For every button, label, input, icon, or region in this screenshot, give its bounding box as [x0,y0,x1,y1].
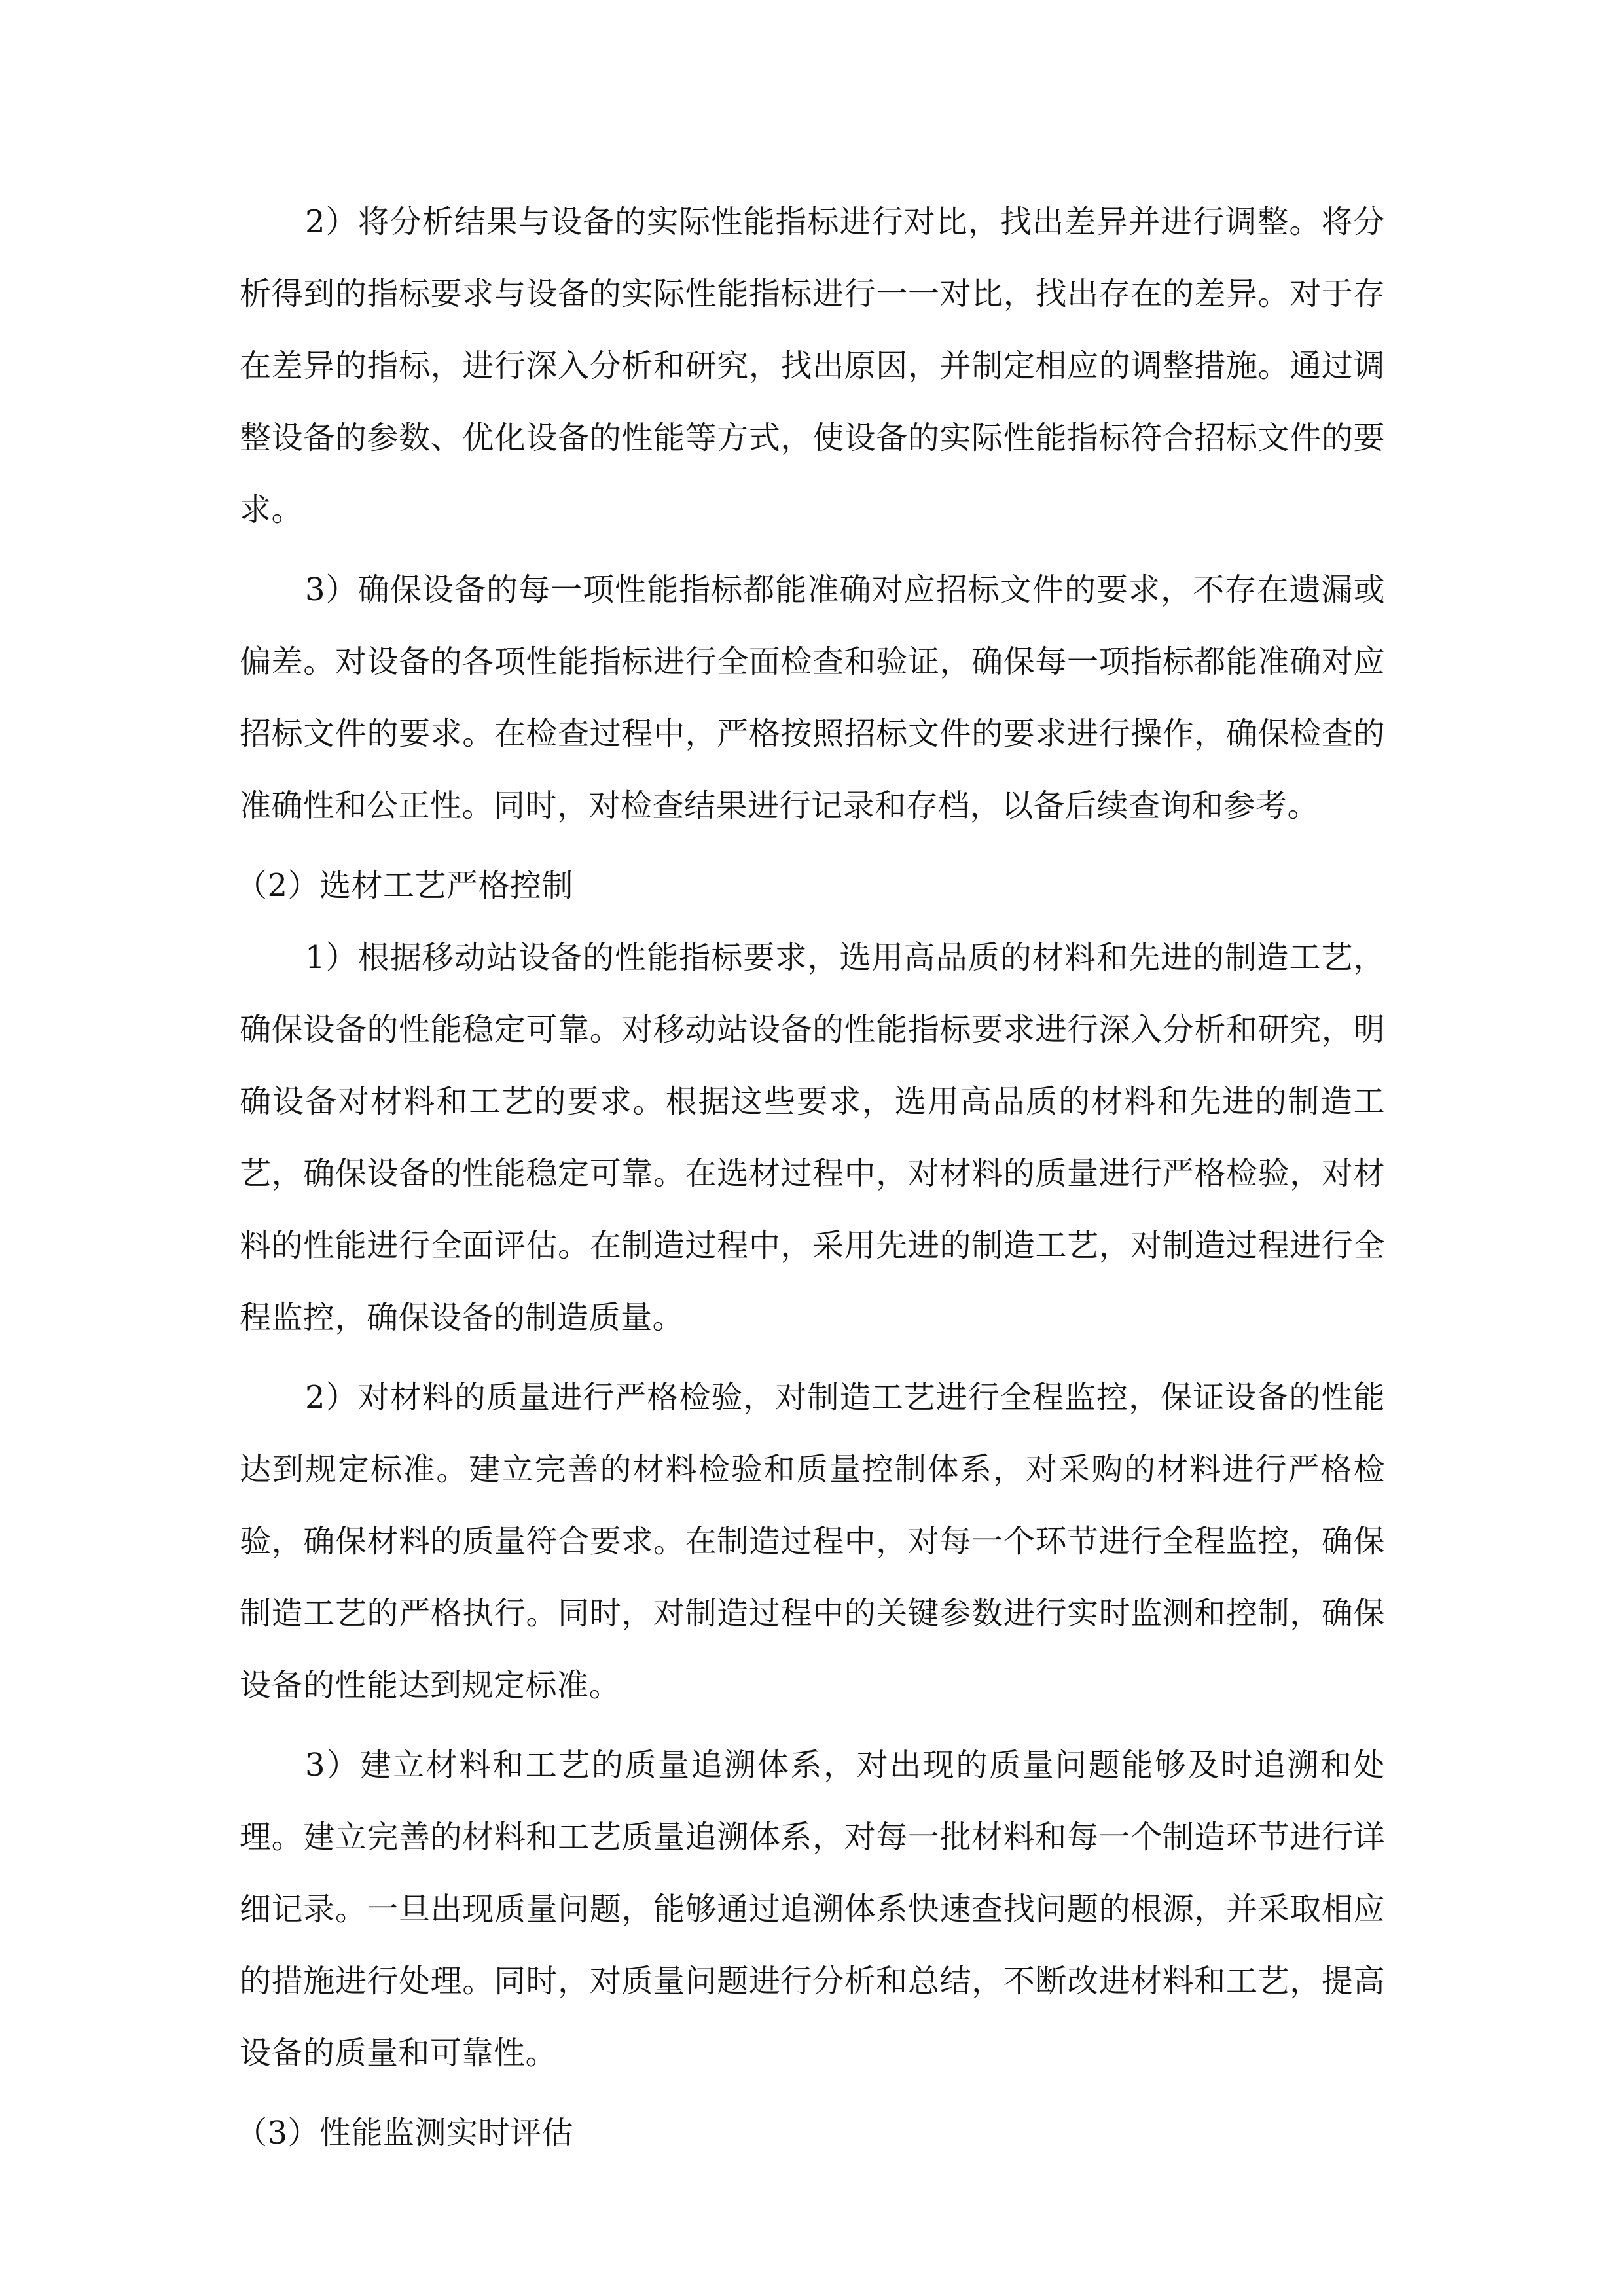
section-heading-performance-monitoring: （3）性能监测实时评估 [236,2115,574,2151]
paragraph-item-2-quality-inspection: 2）对材料的质量进行严格检验，对制造工艺进行全程监控，保证设备的性能达到规定标准。建立完善的材料检验和质量控制体系，对采购的材料进行严格检验，确保材料的质量符合要求。在制造过程中，对每一个环节进行全程监控，确保制造工艺的严格执行。同时，对制造过程中的关键参数进行实时监测和控制，确保设备的性能达到规定标准。 [240,1379,1385,1704]
section-heading-material-process: （2）选材工艺严格控制 [236,867,574,904]
paragraph-item-3-traceability-system: 3）建立材料和工艺的质量追溯体系，对出现的质量问题能够及时追溯和处理。建立完善的材料和工艺质量追溯体系，对每一批材料和每一个制造环节进行详细记录。一旦出现质量问题，能够通过追溯体系快速查找问题的根源，并采取相应的措施进行处理。同时，对质量问题进行分析和总结，不断改进材料和工艺，提高设备的质量和可靠性。 [240,1747,1385,2072]
paragraph-item-1-material-selection: 1）根据移动站设备的性能指标要求，选用高品质的材料和先进的制造工艺，确保设备的性能稳定可靠。对移动站设备的性能指标要求进行深入分析和研究，明确设备对材料和工艺的要求。根据这些要求，选用高品质的材料和先进的制造工艺，确保设备的性能稳定可靠。在选材过程中，对材料的质量进行严格检验，对材料的性能进行全面评估。在制造过程中，采用先进的制造工艺，对制造过程进行全程监控，确保设备的制造质量。 [240,939,1385,1336]
paragraph-item-3-ensure-correspondence: 3）确保设备的每一项性能指标都能准确对应招标文件的要求，不存在遗漏或偏差。对设备的各项性能指标进行全面检查和验证，确保每一项指标都能准确对应招标文件的要求。在检查过程中，严格按照招标文件的要求进行操作，确保检查的准确性和公正性。同时，对检查结果进行记录和存档，以备后续查询和参考。 [240,571,1385,824]
paragraph-item-2-compare-adjust: 2）将分析结果与设备的实际性能指标进行对比，找出差异并进行调整。将分析得到的指标要求与设备的实际性能指标进行一一对比，找出存在的差异。对于存在差异的指标，进行深入分析和研究，找出原因，并制定相应的调整措施。通过调整设备的参数、优化设备的性能等方式，使设备的实际性能指标符合招标文件的要求。 [240,204,1385,528]
document-body [236,186,1385,2169]
